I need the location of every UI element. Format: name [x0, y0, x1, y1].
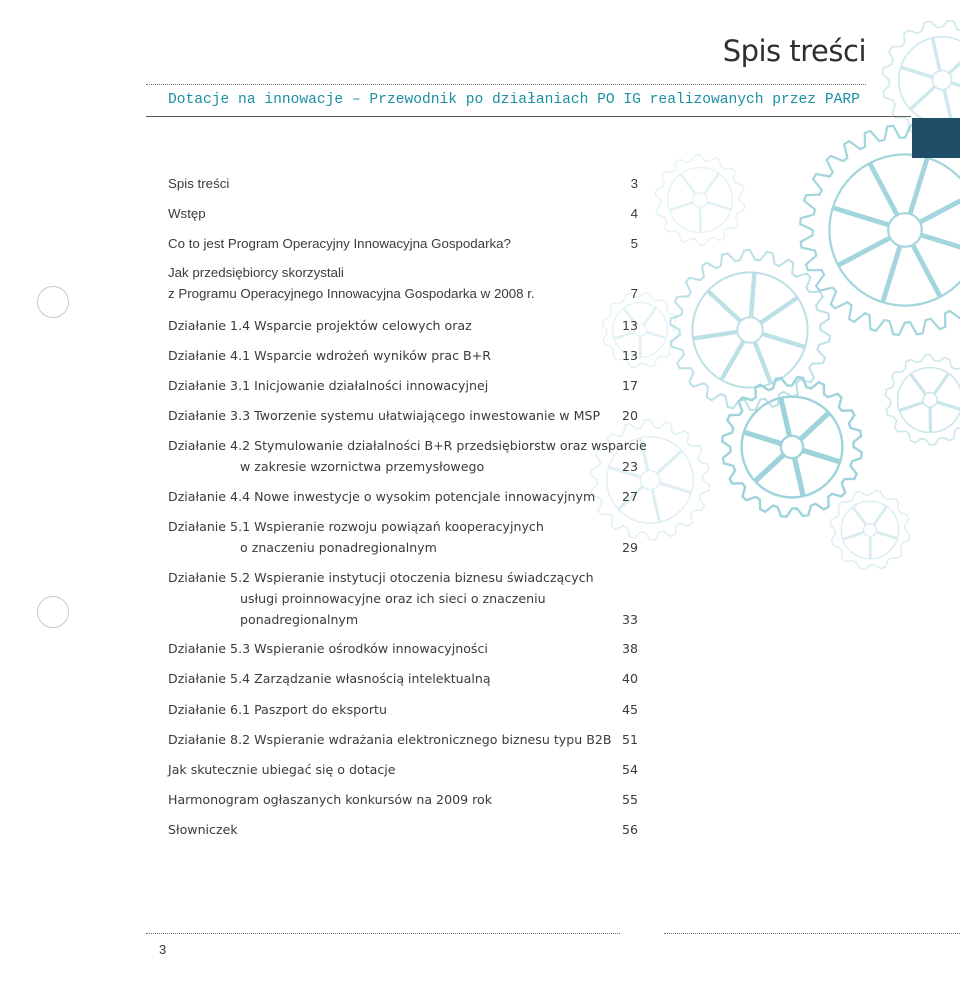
toc-entry[interactable]	[168, 567, 638, 630]
toc-entry-line: Słowniczek	[168, 822, 238, 837]
toc-page-number: 13	[621, 318, 638, 333]
toc-entry[interactable]	[168, 262, 638, 304]
toc-entry[interactable]	[168, 435, 647, 477]
toc-entry[interactable]	[168, 486, 638, 507]
footer-page-number: 3	[159, 942, 167, 957]
toc-entry-line: Wstęp	[168, 206, 206, 221]
toc-page-number: 4	[630, 206, 638, 221]
toc-page-number: 40	[621, 671, 638, 686]
toc-entry-line: o znaczeniu ponadregionalnym	[240, 540, 437, 555]
toc-entry[interactable]	[168, 699, 638, 720]
toc-page-number: 27	[621, 489, 638, 504]
toc-entry-line: usługi proinnowacyjne oraz ich sieci o znaczeniu	[240, 591, 546, 606]
page-title: Spis treści	[722, 34, 866, 68]
toc-entry[interactable]	[168, 405, 638, 426]
toc-entry-line: Co to jest Program Operacyjny Innowacyjna Gospodarka?	[168, 236, 511, 251]
toc-page-number: 29	[621, 540, 638, 555]
toc-page-number: 56	[621, 822, 638, 837]
toc-page-number: 33	[621, 612, 638, 627]
toc-page-number: 23	[621, 459, 638, 474]
toc-entry-line: Działanie 4.2 Stymulowanie działalności B+R przedsiębiorstw oraz wsparcie	[168, 438, 647, 453]
toc-entry-line: ponadregionalnym	[240, 612, 359, 627]
toc-page-number: 54	[621, 762, 638, 777]
toc-page-number: 38	[621, 641, 638, 656]
toc-page-number: 17	[621, 378, 638, 393]
toc-page-number: 51	[621, 732, 638, 747]
toc-page-number: 3	[630, 176, 638, 191]
toc-page-number: 7	[630, 286, 638, 301]
toc-entry[interactable]	[168, 233, 638, 254]
toc-entry-line: Działanie 5.3 Wspieranie ośrodków innowacyjności	[168, 641, 488, 656]
footer-dotted-rule-right	[664, 933, 960, 934]
toc-entry-line: Działanie 5.4 Zarządzanie własnością intelektualną	[168, 671, 491, 686]
toc-entry[interactable]	[168, 203, 638, 224]
toc-entry-line: z Programu Operacyjnego Innowacyjna Gospodarka w 2008 r.	[168, 286, 535, 301]
toc-entry-line: Jak skutecznie ubiegać się o dotacje	[168, 762, 396, 777]
toc-page-number: 20	[621, 408, 638, 423]
toc-entry[interactable]	[168, 315, 638, 336]
toc-entry-line: Działanie 8.2 Wspieranie wdrażania elektronicznego biznesu typu B2B	[168, 732, 612, 747]
toc-entry-line: Harmonogram ogłaszanych konkursów na 2009 rok	[168, 792, 493, 807]
toc-entry-line: Działanie 4.1 Wsparcie wdrożeń wyników prac B+R	[168, 348, 491, 363]
toc-entry[interactable]	[168, 789, 638, 810]
toc-entry[interactable]	[168, 668, 638, 689]
toc-entry[interactable]	[168, 516, 638, 558]
toc-entry-line: Działanie 6.1 Paszport do eksportu	[168, 702, 387, 717]
toc-entry[interactable]	[168, 729, 638, 750]
toc-entry-line: w zakresie wzornictwa przemysłowego	[240, 459, 485, 474]
toc-entry-line: Działanie 5.2 Wspieranie instytucji otoczenia biznesu świadczących	[168, 570, 594, 585]
toc-entry-line: Działanie 4.4 Nowe inwestycje o wysokim potencjale innowacyjnym	[168, 489, 596, 504]
toc-entry-line: Działanie 3.3 Tworzenie systemu ułatwiającego inwestowanie w MSP	[168, 408, 601, 423]
toc-entry[interactable]	[168, 173, 638, 194]
toc-page-number: 13	[621, 348, 638, 363]
toc-entry[interactable]	[168, 638, 638, 659]
toc-entry-line: Działanie 1.4 Wsparcie projektów celowych oraz	[168, 318, 472, 333]
toc-entry-line: Spis treści	[168, 176, 230, 191]
toc-entry[interactable]	[168, 375, 638, 396]
document-subtitle: Dotacje na innowacje – Przewodnik po działaniach PO IG realizowanych przez PARP	[168, 92, 860, 108]
toc-page-number: 5	[630, 236, 638, 251]
toc-entry[interactable]	[168, 819, 638, 840]
toc-page-number: 55	[621, 792, 638, 807]
toc-page-number: 45	[621, 702, 638, 717]
toc-entry[interactable]	[168, 345, 638, 366]
toc-entry-line: Jak przedsiębiorcy skorzystali	[168, 265, 344, 280]
footer-dotted-rule-left	[146, 933, 620, 934]
toc-entry-line: Działanie 3.1 Inicjowanie działalności innowacyjnej	[168, 378, 489, 393]
toc-entry[interactable]	[168, 759, 638, 780]
toc-entry-line: Działanie 5.1 Wspieranie rozwoju powiązań kooperacyjnych	[168, 519, 544, 534]
